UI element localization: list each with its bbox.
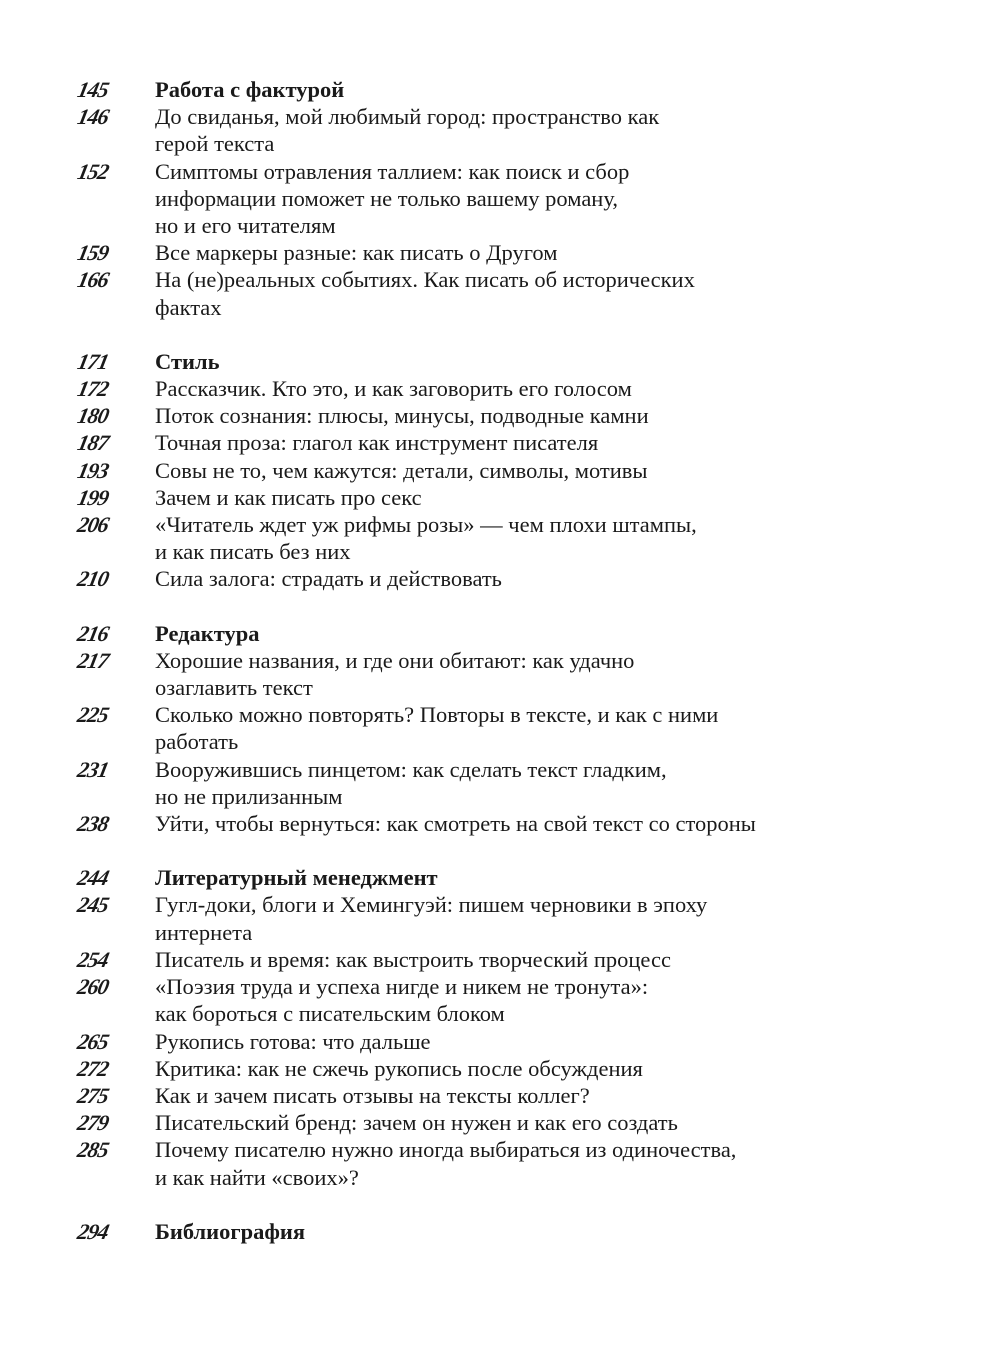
entry-title-line: Совы не то, чем кажутся: детали, символы, мотивы	[155, 457, 648, 483]
toc-entry	[75, 1082, 838, 1109]
entry-title	[155, 891, 838, 945]
entry-title-line: но и его читателям	[155, 213, 336, 239]
page-number: 238	[75, 811, 111, 837]
toc-entry	[75, 946, 838, 973]
entry-title	[155, 457, 838, 484]
entry-title	[155, 1055, 838, 1082]
entry-title-line: Писательский бренд: зачем он нужен и как его создать	[155, 1110, 678, 1136]
entry-title	[155, 565, 838, 592]
page-number: 294	[75, 1218, 111, 1244]
section-heading	[75, 348, 838, 375]
entry-title	[155, 103, 838, 157]
toc-entry	[75, 1028, 838, 1055]
page-number: 159	[75, 240, 111, 266]
entry-title-line: На (не)реальных событиях. Как писать об исторических	[155, 267, 695, 293]
section-heading	[75, 76, 838, 103]
toc-entry	[75, 402, 838, 429]
page-number: 199	[75, 484, 111, 510]
entry-title-line: информации поможет не только вашему роману,	[155, 185, 618, 211]
section-title: Литературный менеджмент	[155, 865, 438, 891]
entry-title-line: «Поэзия труда и успеха нигде и никем не тронута»:	[155, 974, 649, 1000]
entry-title	[155, 1028, 838, 1055]
toc-entry	[75, 973, 838, 1027]
section-heading	[75, 620, 838, 647]
toc-entry	[75, 1109, 838, 1136]
section-heading	[75, 1218, 838, 1245]
page-number: 152	[75, 158, 111, 184]
page-number: 275	[75, 1082, 111, 1108]
toc-entry	[75, 266, 838, 320]
entry-title	[155, 484, 838, 511]
page-number: 244	[75, 865, 111, 891]
toc-entry	[75, 565, 838, 592]
toc-section	[75, 864, 838, 1190]
entry-title-line: Все маркеры разные: как писать о Другом	[155, 240, 558, 266]
toc-section	[75, 620, 838, 838]
entry-title-line: и как найти «своих»?	[155, 1164, 359, 1190]
section-heading	[75, 864, 838, 891]
toc-entry	[75, 457, 838, 484]
toc-entry	[75, 647, 838, 701]
page-number: 285	[75, 1137, 111, 1163]
section-title: Стиль	[155, 348, 220, 374]
entry-title-line: Сила залога: страдать и действовать	[155, 566, 502, 592]
table-of-contents	[75, 76, 838, 1272]
page-number: 206	[75, 512, 111, 538]
toc-entry	[75, 1055, 838, 1082]
toc-entry	[75, 1136, 838, 1190]
entry-title-line: фактах	[155, 294, 222, 320]
entry-title-line: озаглавить текст	[155, 675, 313, 701]
entry-title-line: и как писать без них	[155, 539, 351, 565]
entry-title-line: Почему писателю нужно иногда выбираться из одиночества,	[155, 1137, 737, 1163]
entry-title-line: интернета	[155, 919, 253, 945]
entry-title	[155, 1082, 838, 1109]
toc-section	[75, 1218, 838, 1245]
entry-title	[155, 810, 838, 837]
entry-title	[155, 375, 838, 402]
toc-section	[75, 76, 838, 321]
entry-title	[155, 701, 838, 755]
page-number: 216	[75, 620, 111, 646]
toc-section	[75, 348, 838, 593]
entry-title-line: Сколько можно повторять? Повторы в тексте, и как с ними	[155, 702, 719, 728]
entry-title-line: Точная проза: глагол как инструмент писателя	[155, 430, 599, 456]
page-number: 171	[75, 348, 111, 374]
toc-entry	[75, 891, 838, 945]
section-title: Работа с фактурой	[155, 77, 345, 102]
entry-title-line: Рукопись готова: что дальше	[155, 1028, 431, 1054]
entry-title	[155, 429, 838, 456]
entry-title	[155, 511, 838, 565]
entry-title-line: Хорошие названия, и где они обитают: как удачно	[155, 647, 635, 673]
toc-entry	[75, 103, 838, 157]
toc-entry	[75, 701, 838, 755]
page-number: 210	[75, 566, 111, 592]
section-title: Редактура	[155, 620, 260, 646]
entry-title-line: До свиданья, мой любимый город: пространство как	[155, 104, 660, 130]
page-number: 180	[75, 403, 111, 429]
entry-title	[155, 402, 838, 429]
entry-title-line: Симптомы отравления таллием: как поиск и сбор	[155, 158, 630, 184]
page-number: 245	[75, 892, 111, 918]
entry-title-line: Уйти, чтобы вернуться: как смотреть на свой текст со стороны	[155, 811, 756, 837]
page-number: 145	[75, 77, 111, 102]
toc-entry	[75, 239, 838, 266]
page-number: 265	[75, 1028, 111, 1054]
entry-title-line: Поток сознания: плюсы, минусы, подводные камни	[155, 403, 649, 429]
section-title: Библиография	[155, 1218, 306, 1244]
entry-title-line: Как и зачем писать отзывы на тексты коллег?	[155, 1082, 590, 1108]
page-number: 231	[75, 756, 111, 782]
page-number: 279	[75, 1110, 111, 1136]
entry-title	[155, 158, 838, 240]
page-number: 146	[75, 104, 111, 130]
page-number: 254	[75, 946, 111, 972]
toc-entry	[75, 484, 838, 511]
toc-entry	[75, 810, 838, 837]
page-number: 187	[75, 430, 111, 456]
entry-title-line: Зачем и как писать про секс	[155, 484, 422, 510]
toc-entry	[75, 429, 838, 456]
page-number: 193	[75, 457, 111, 483]
entry-title-line: Вооружившись пинцетом: как сделать текст гладким,	[155, 756, 667, 782]
entry-title-line: как бороться с писательским блоком	[155, 1001, 505, 1027]
entry-title	[155, 1136, 838, 1190]
toc-entry	[75, 158, 838, 240]
page-number: 166	[75, 267, 111, 293]
entry-title	[155, 239, 838, 266]
entry-title-line: Критика: как не сжечь рукопись после обсуждения	[155, 1055, 643, 1081]
toc-entry	[75, 375, 838, 402]
page-number: 217	[75, 647, 111, 673]
entry-title	[155, 266, 838, 320]
entry-title-line: но не прилизанным	[155, 783, 343, 809]
toc-entry	[75, 511, 838, 565]
entry-title	[155, 1109, 838, 1136]
page-number: 172	[75, 376, 111, 402]
entry-title-line: работать	[155, 729, 239, 755]
entry-title	[155, 973, 838, 1027]
page-number: 260	[75, 974, 111, 1000]
toc-entry	[75, 756, 838, 810]
entry-title-line: герой текста	[155, 131, 275, 157]
entry-title-line: Рассказчик. Кто это, и как заговорить его голосом	[155, 376, 632, 402]
entry-title	[155, 647, 838, 701]
entry-title	[155, 946, 838, 973]
entry-title-line: «Читатель ждет уж рифмы розы» — чем плохи штампы,	[155, 512, 697, 538]
page-number: 272	[75, 1055, 111, 1081]
entry-title	[155, 756, 838, 810]
entry-title-line: Писатель и время: как выстроить творческий процесс	[155, 946, 671, 972]
page-number: 225	[75, 702, 111, 728]
entry-title-line: Гугл-доки, блоги и Хемингуэй: пишем черновики в эпоху	[155, 892, 708, 918]
